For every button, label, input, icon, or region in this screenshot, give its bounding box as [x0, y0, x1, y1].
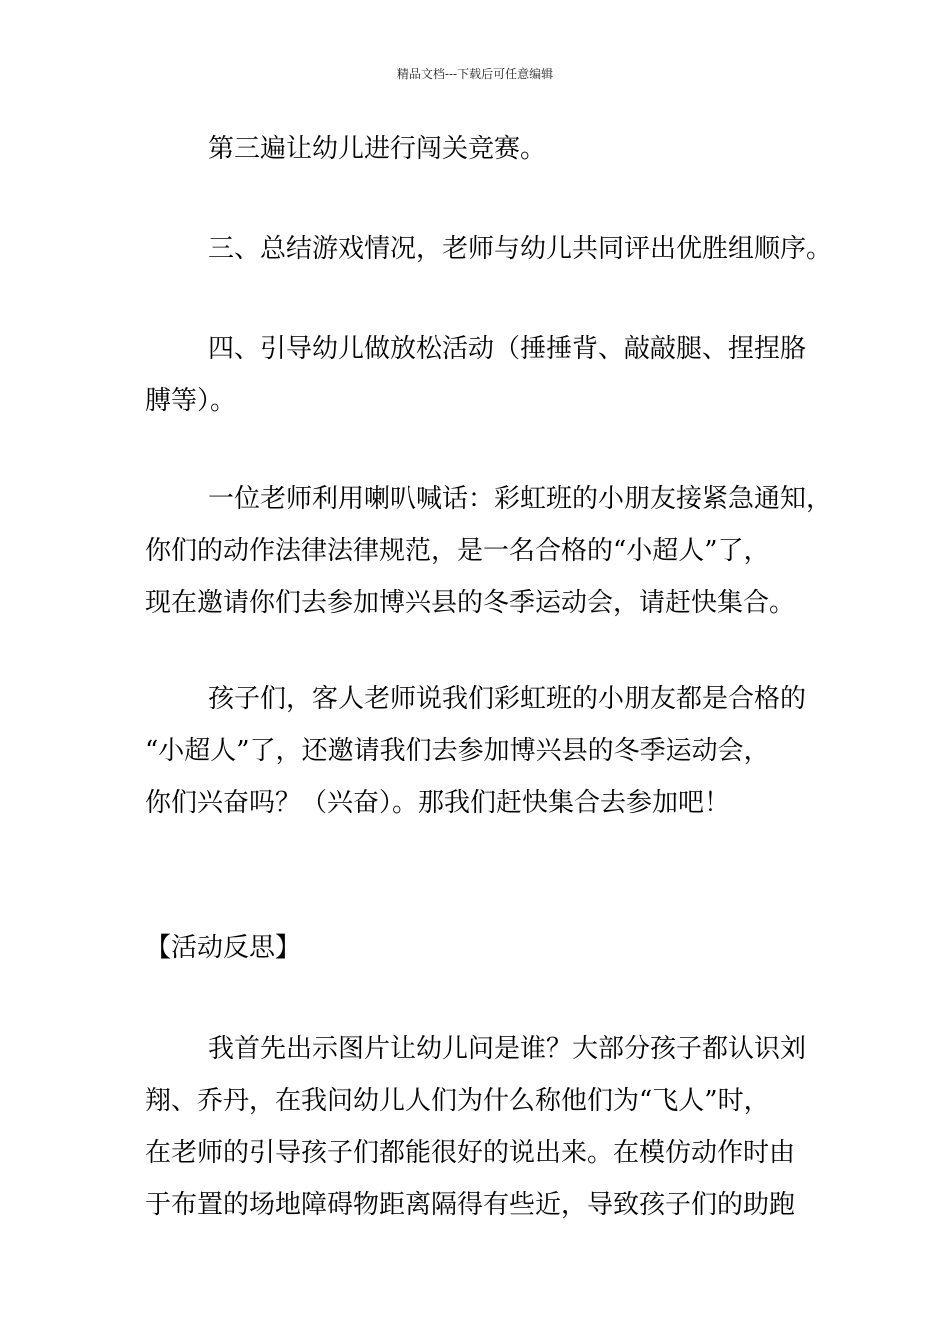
text-line: 你们兴奋吗？（兴奋）。那我们赶快集合去参加吧！: [145, 788, 731, 818]
text-line: 一位老师利用喇叭喊话：彩虹班的小朋友接紧急通知，: [208, 484, 833, 514]
text-line: 我首先出示图片让幼儿问是谁？大部分孩子都认识刘: [208, 1034, 807, 1064]
text-line: 孩子们，客人老师说我们彩虹班的小朋友都是合格的: [208, 684, 807, 714]
text-line: 膊等）。: [145, 386, 237, 416]
section-heading-reflection: [145, 922, 810, 974]
paragraph-summary: [145, 223, 833, 275]
paragraph-teacher-announcement: [145, 473, 833, 629]
text-line: 四、引导幼儿做放松活动（捶捶背、敲敲腿、捏捏胳: [208, 334, 807, 364]
text-line: “小超人”了，还邀请我们去参加博兴县的冬季运动会，: [145, 736, 770, 766]
text-line: 于布置的场地障碍物距离隔得有些近，导致孩子们的助跑: [145, 1190, 796, 1220]
paragraph-children-invitation: [145, 673, 810, 829]
paragraph-third-round: [145, 123, 810, 175]
text-line: 在老师的引导孩子们都能很好的说出来。在模仿动作时由: [145, 1138, 796, 1168]
page-header: 精品文档---下载后可任意编辑: [396, 67, 554, 81]
paragraph-reflection: [145, 1023, 810, 1231]
paragraph-relax-activity: [145, 323, 810, 427]
text-line: 翔、乔丹，在我问幼儿人们为什么称他们为“飞人”时，: [145, 1086, 770, 1116]
text-line: 第三遍让幼儿进行闯关竞赛。: [208, 134, 547, 164]
section-title: 【活动反思】: [145, 933, 302, 963]
text-line: 三、总结游戏情况，老师与幼儿共同评出优胜组顺序。: [208, 234, 833, 264]
text-line: 现在邀请你们去参加博兴县的冬季运动会，请赶快集合。: [145, 588, 796, 618]
text-line: 你们的动作法律法律规范，是一名合格的“小超人”了，: [145, 536, 770, 566]
